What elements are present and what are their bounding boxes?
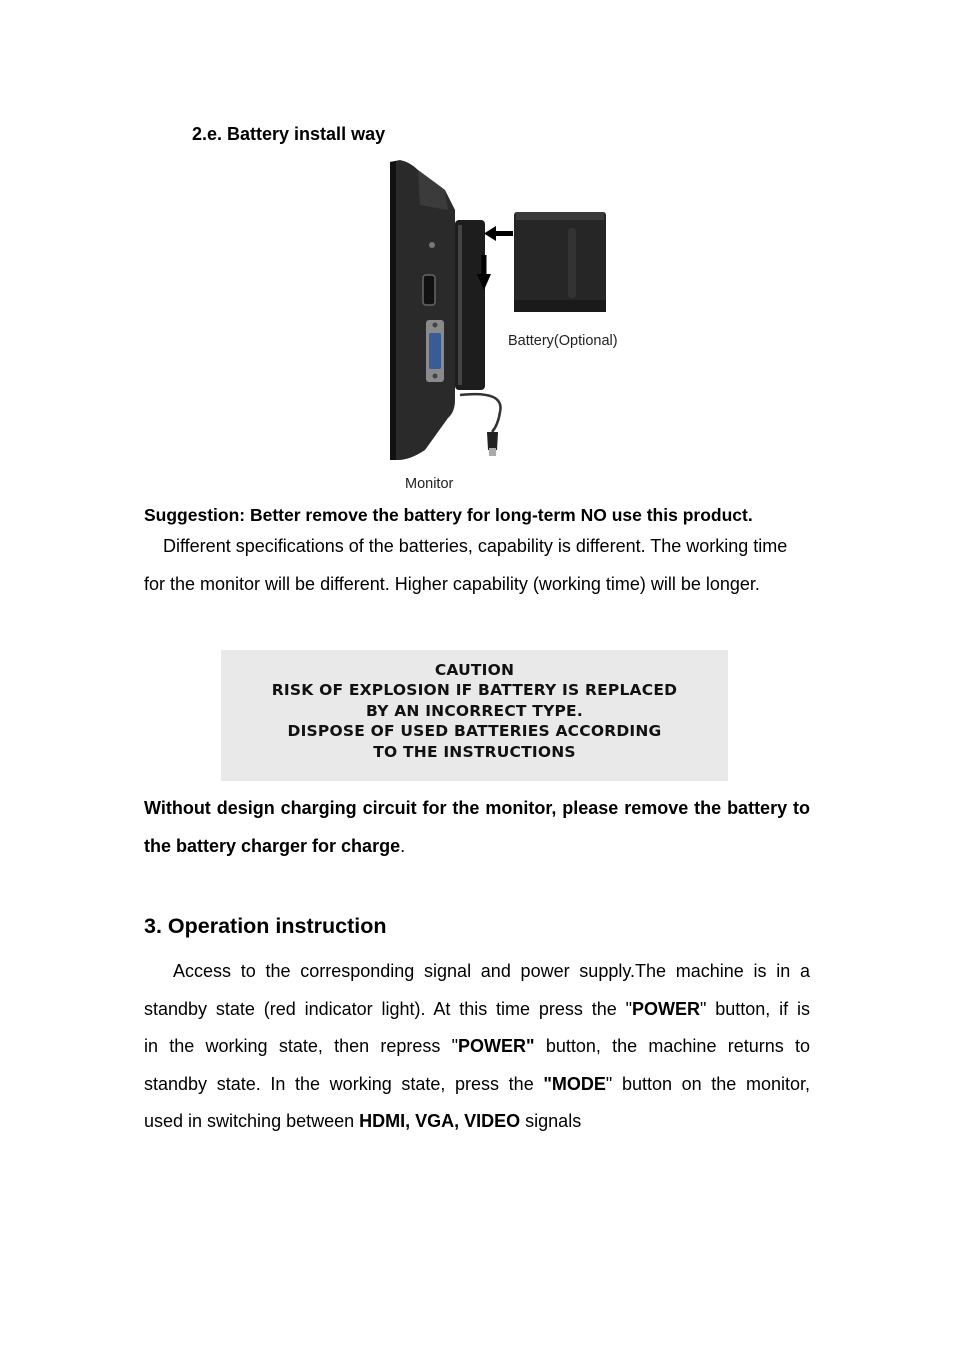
monitor-label: Monitor	[405, 476, 454, 492]
battery-label: Battery(Optional)	[508, 333, 618, 349]
operation-line-1: Access to the corresponding signal and power supply.The machine is in a	[173, 961, 810, 981]
suggestion-note: Suggestion: Better remove the battery for long-term NO use this product.	[144, 505, 753, 525]
charging-note-bold: Without design charging circuit for the monitor, please remove the battery to the battery charger for charge	[144, 798, 810, 856]
mode-keyword: "MODE	[543, 1073, 606, 1094]
hdmi-port	[423, 275, 435, 305]
power-keyword: POWER"	[458, 1036, 535, 1056]
caution-line: RISK OF EXPLOSION IF BATTERY IS REPLACED	[271, 681, 678, 700]
charging-paragraph	[144, 790, 810, 865]
subheading: 2.e. Battery install way	[192, 124, 386, 144]
battery-pack	[514, 212, 606, 312]
caution-line: BY AN INCORRECT TYPE.	[366, 701, 583, 720]
caution-title: CAUTION	[434, 661, 515, 679]
charging-note-period: .	[400, 835, 406, 856]
section-heading: 3. Operation instruction	[144, 914, 387, 938]
operation-line-5: used in switching between HDMI, VGA, VIDEO signals	[144, 1111, 582, 1131]
caution-line: TO THE INSTRUCTIONS	[373, 742, 576, 761]
operation-line-3: in the working state, then repress "POWER" button, the machine returns to	[144, 1036, 810, 1056]
caution-line: DISPOSE OF USED BATTERIES ACCORDING	[287, 722, 662, 741]
caution-box	[221, 650, 728, 781]
operation-line-2: standby state (red indicator light). At this time press the "POWER" button, if is	[144, 998, 810, 1019]
operation-line-4: standby state. In the working state, press the "MODE" button on the monitor,	[144, 1073, 810, 1094]
power-cable	[460, 394, 501, 432]
battery-capacity-paragraph: Different specifications of the batteries, capability is different. The working time for the monitor will be different. Higher capability (working time) will be longer.	[144, 536, 788, 594]
insert-arrow-left	[484, 226, 513, 241]
signals-keyword: HDMI, VGA, VIDEO	[359, 1111, 521, 1131]
battery-install-figure	[360, 150, 640, 495]
power-keyword: POWER	[632, 998, 701, 1019]
operation-paragraph	[144, 953, 810, 1141]
power-jack	[429, 242, 435, 248]
